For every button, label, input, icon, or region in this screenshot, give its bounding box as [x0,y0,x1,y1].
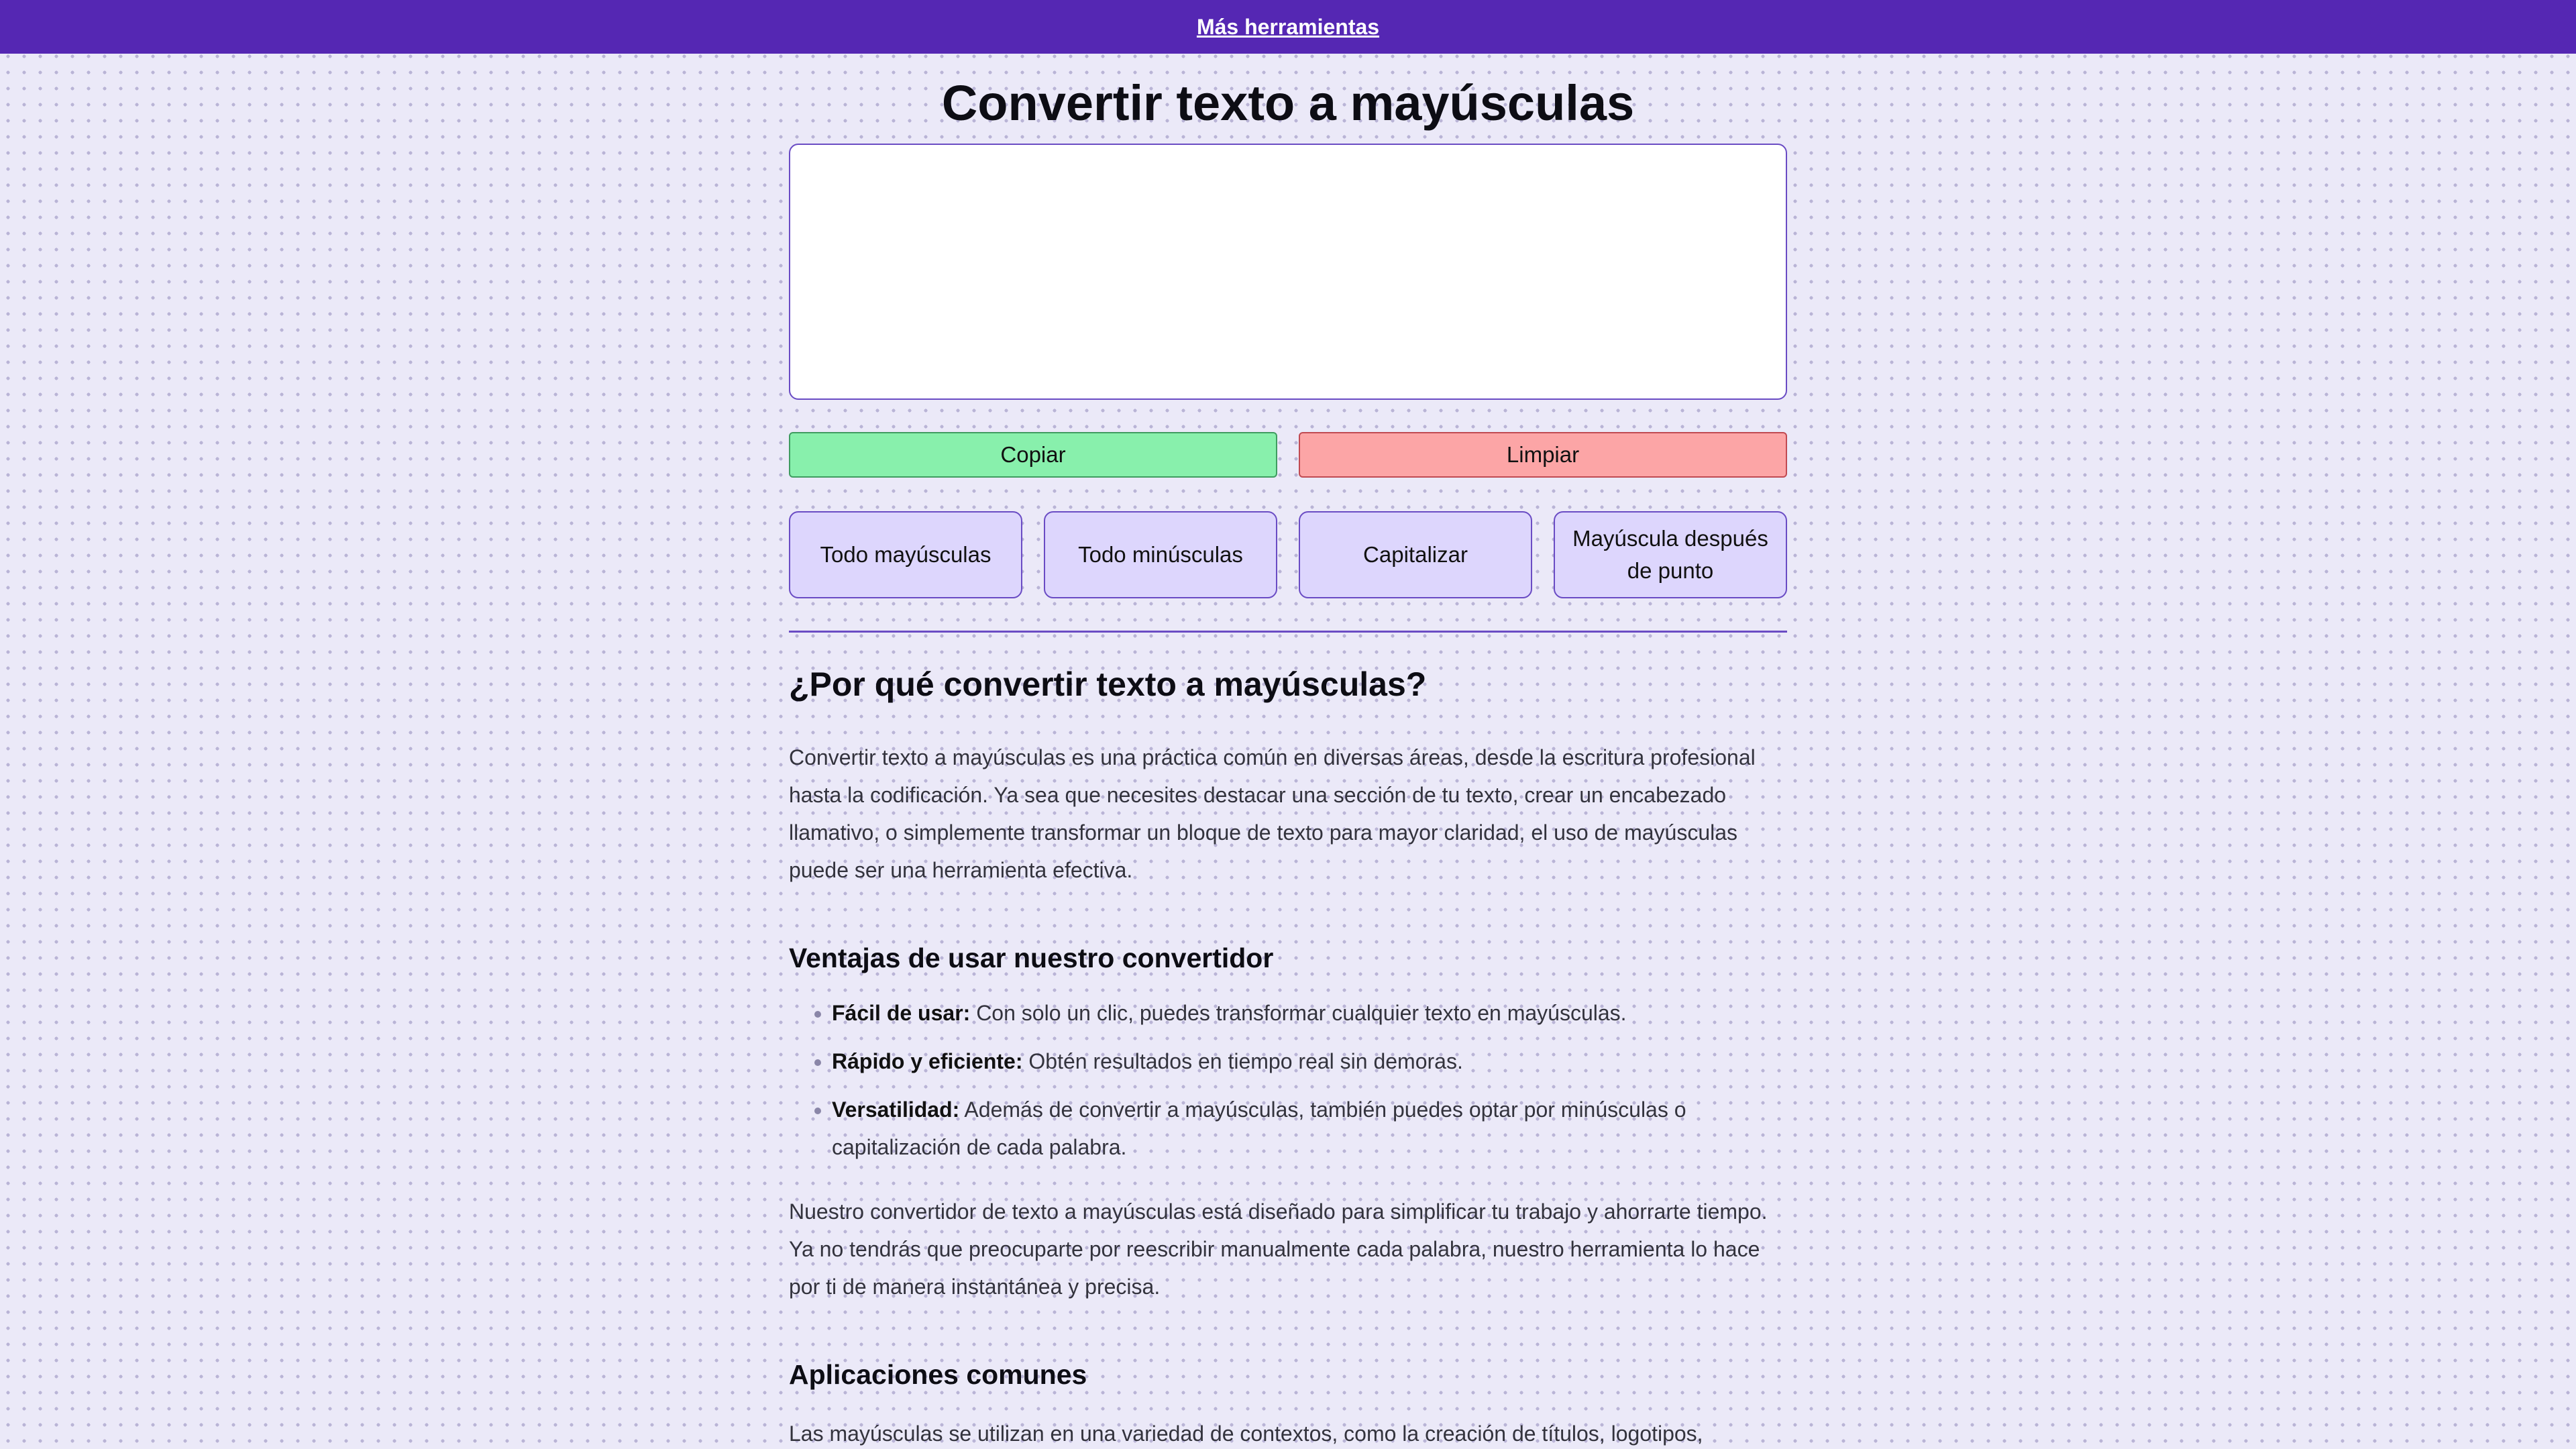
advantage-text: Con solo un clic, puedes transformar cualquier texto en mayúsculas. [970,1001,1627,1025]
more-tools-link[interactable]: Más herramientas [1196,14,1380,39]
advantage-term: Versatilidad: [832,1097,960,1122]
applications-paragraph: Las mayúsculas se utilizan en una variedad de contextos, como la creación de títulos, logotipos, [789,1421,1703,1446]
action-buttons-row [789,432,1787,478]
copy-button[interactable]: Copiar [789,432,1277,478]
page-title: Convertir texto a mayúsculas [941,75,1635,131]
advantage-term: Fácil de usar: [832,1001,971,1025]
clear-button[interactable]: Limpiar [1299,432,1787,478]
why-heading: ¿Por qué convertir texto a mayúsculas? [789,665,1427,703]
advantage-text: Obtén resultados en tiempo real sin demoras. [1022,1049,1463,1073]
text-input-area[interactable] [789,144,1787,400]
list-item [832,1042,1787,1080]
advantages-heading: Ventajas de usar nuestro convertidor [789,943,1274,973]
list-item [832,1091,1787,1166]
advantage-text: Además de convertir a mayúsculas, también puedes optar por minúsculas o capitalización de cada palabra. [832,1097,1686,1159]
top-nav-bar [0,0,2576,54]
tool-description-paragraph: Nuestro convertidor de texto a mayúsculas está diseñado para simplificar tu trabajo y ahorrarte tiempo. Ya no tendrás que preocuparte por reescribir manualmente cada palabra, nuestro herramienta lo hace por ti de manera instantánea y precisa. [789,1199,1768,1299]
uppercase-button[interactable]: Todo mayúsculas [789,511,1022,598]
lowercase-button[interactable]: Todo minúsculas [1044,511,1277,598]
case-buttons-row [789,511,1787,598]
capitalize-button[interactable]: Capitalizar [1299,511,1532,598]
advantages-list [789,994,1787,1166]
section-divider [789,631,1787,633]
list-item [832,994,1787,1032]
sentence-case-button[interactable]: Mayúscula después de punto [1554,511,1787,598]
applications-heading: Aplicaciones comunes [789,1359,1087,1390]
advantage-term: Rápido y eficiente: [832,1049,1023,1073]
main-container [789,144,1787,1449]
intro-paragraph: Convertir texto a mayúsculas es una práctica común en diversas áreas, desde la escritura profesional hasta la codificación. Ya sea que necesites destacar una sección de tu texto, crear un encabezado llamativo, o simplemente transformar un bloque de texto para mayor claridad, el uso de mayúsculas puede ser una herramienta efectiva. [789,745,1756,882]
